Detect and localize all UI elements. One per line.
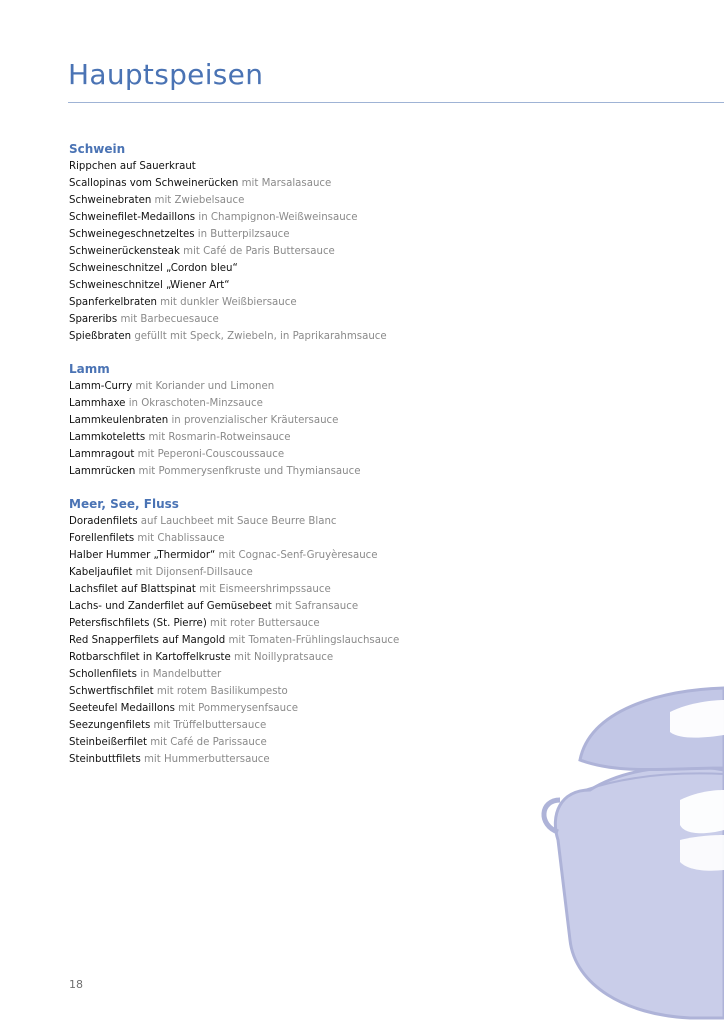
dish-description: mit Koriander und Limonen (132, 381, 275, 392)
dish-description: in Butterpilzsauce (194, 229, 290, 240)
dish-name: Schweineschnitzel „Wiener Art“ (69, 280, 230, 291)
menu-item (69, 277, 569, 294)
menu-item (69, 158, 569, 175)
menu-item (69, 751, 569, 768)
dish-name: Spießbraten (69, 331, 132, 342)
dish-name: Schweinebraten (69, 195, 152, 206)
dish-description: mit dunkler Weißbiersauce (156, 297, 297, 308)
menu-item (69, 547, 569, 564)
menu-item (69, 615, 569, 632)
dish-name: Lamm-Curry (69, 381, 133, 392)
menu-item (69, 700, 569, 717)
menu-item (69, 666, 569, 683)
menu-item (69, 294, 569, 311)
dish-description: gefüllt mit Speck, Zwiebeln, in Paprikarahmsauce (131, 331, 387, 342)
dish-name: Spareribs (69, 314, 118, 325)
menu-item (69, 192, 569, 209)
dish-name: Spanferkelbraten (69, 297, 157, 308)
dish-description: in provenzialischer Kräutersauce (168, 415, 339, 426)
dish-name: Lammkoteletts (69, 432, 146, 443)
page-number: 18 (69, 978, 83, 991)
dish-description: mit Marsalasauce (238, 178, 332, 189)
dish-name: Doradenfilets (69, 516, 138, 527)
dish-name: Schweineschnitzel „Cordon bleu“ (69, 263, 238, 274)
dish-name: Lammragout (69, 449, 135, 460)
dish-name: Schollenfilets (69, 669, 137, 680)
menu-item (69, 463, 569, 480)
menu-item (69, 683, 569, 700)
menu-section (69, 496, 569, 768)
dish-description: mit Cognac-Senf-Gruyèresauce (215, 550, 378, 561)
menu-item (69, 395, 569, 412)
dish-description: mit Trüffelbuttersauce (150, 720, 267, 731)
dish-name: Schwertfischfilet (69, 686, 154, 697)
section-heading: Lamm (69, 362, 110, 376)
dish-description: mit Café de Parissauce (146, 737, 267, 748)
dish-name: Lammhaxe (69, 398, 126, 409)
dish-description: mit Pommerysenfsauce (174, 703, 298, 714)
menu-item (69, 412, 569, 429)
menu-item (69, 564, 569, 581)
dish-description: mit Café de Paris Buttersauce (179, 246, 335, 257)
dish-description: mit Eismeershrimpssauce (195, 584, 331, 595)
menu-item (69, 328, 569, 345)
menu-item (69, 378, 569, 395)
dish-description: mit rotem Basilikumpesto (153, 686, 288, 697)
dish-name: Schweinerückensteak (69, 246, 180, 257)
dish-description: in Okraschoten-Minzsauce (125, 398, 263, 409)
menu-item (69, 175, 569, 192)
menu-section (69, 141, 569, 345)
menu-content (69, 141, 569, 784)
dish-description: mit Noillypratsauce (230, 652, 334, 663)
page-title: Hauptspeisen (68, 58, 264, 91)
dish-name: Forellenfilets (69, 533, 135, 544)
dish-description: mit Pommerysenfkruste und Thymiansauce (135, 466, 361, 477)
dish-name: Steinbuttfilets (69, 754, 141, 765)
menu-item (69, 717, 569, 734)
dish-name: Seezungenfilets (69, 720, 151, 731)
dish-name: Schweinegeschnetzeltes (69, 229, 195, 240)
dish-name: Rotbarschfilet in Kartoffelkruste (69, 652, 231, 663)
dish-name: Halber Hummer „Thermidor“ (69, 550, 216, 561)
menu-item (69, 243, 569, 260)
menu-item (69, 513, 569, 530)
dish-name: Scallopinas vom Schweinerücken (69, 178, 239, 189)
cooking-pot-icon (530, 640, 724, 1024)
dish-description: mit Zwiebelsauce (151, 195, 245, 206)
dish-name: Petersfischfilets (St. Pierre) (69, 618, 207, 629)
dish-name: Lachsfilet auf Blattspinat (69, 584, 196, 595)
menu-item (69, 311, 569, 328)
dish-description: in Champignon-Weißweinsauce (195, 212, 358, 223)
dish-description: in Mandelbutter (136, 669, 222, 680)
menu-item (69, 649, 569, 666)
dish-name: Schweinefilet-Medaillons (69, 212, 196, 223)
menu-item (69, 209, 569, 226)
dish-name: Lammkeulenbraten (69, 415, 169, 426)
menu-item (69, 446, 569, 463)
menu-item (69, 226, 569, 243)
dish-description: mit Barbecuesauce (117, 314, 219, 325)
menu-item (69, 632, 569, 649)
dish-name: Seeteufel Medaillons (69, 703, 175, 714)
menu-item (69, 581, 569, 598)
menu-section (69, 361, 569, 480)
menu-item (69, 530, 569, 547)
menu-item (69, 260, 569, 277)
section-heading: Schwein (69, 142, 126, 156)
title-divider (68, 102, 724, 103)
dish-name: Red Snapperfilets auf Mangold (69, 635, 226, 646)
section-heading: Meer, See, Fluss (69, 497, 179, 511)
dish-name: Lachs- und Zanderfilet auf Gemüsebeet (69, 601, 272, 612)
menu-item (69, 429, 569, 446)
dish-description: mit Safransauce (271, 601, 359, 612)
dish-description: mit Chablissauce (134, 533, 225, 544)
dish-name: Lammrücken (69, 466, 136, 477)
dish-description: mit roter Buttersauce (206, 618, 320, 629)
menu-item (69, 734, 569, 751)
dish-name: Steinbeißerfilet (69, 737, 147, 748)
dish-name: Rippchen auf Sauerkraut (69, 161, 196, 172)
dish-description: mit Hummerbuttersauce (140, 754, 270, 765)
dish-description: mit Tomaten-Frühlingslauchsauce (225, 635, 400, 646)
dish-description: mit Dijonsenf-Dillsauce (132, 567, 253, 578)
dish-name: Kabeljaufilet (69, 567, 133, 578)
dish-description: mit Rosmarin-Rotweinsauce (145, 432, 291, 443)
dish-description: mit Peperoni-Couscoussauce (134, 449, 285, 460)
dish-description: auf Lauchbeet mit Sauce Beurre Blanc (137, 516, 337, 527)
menu-item (69, 598, 569, 615)
